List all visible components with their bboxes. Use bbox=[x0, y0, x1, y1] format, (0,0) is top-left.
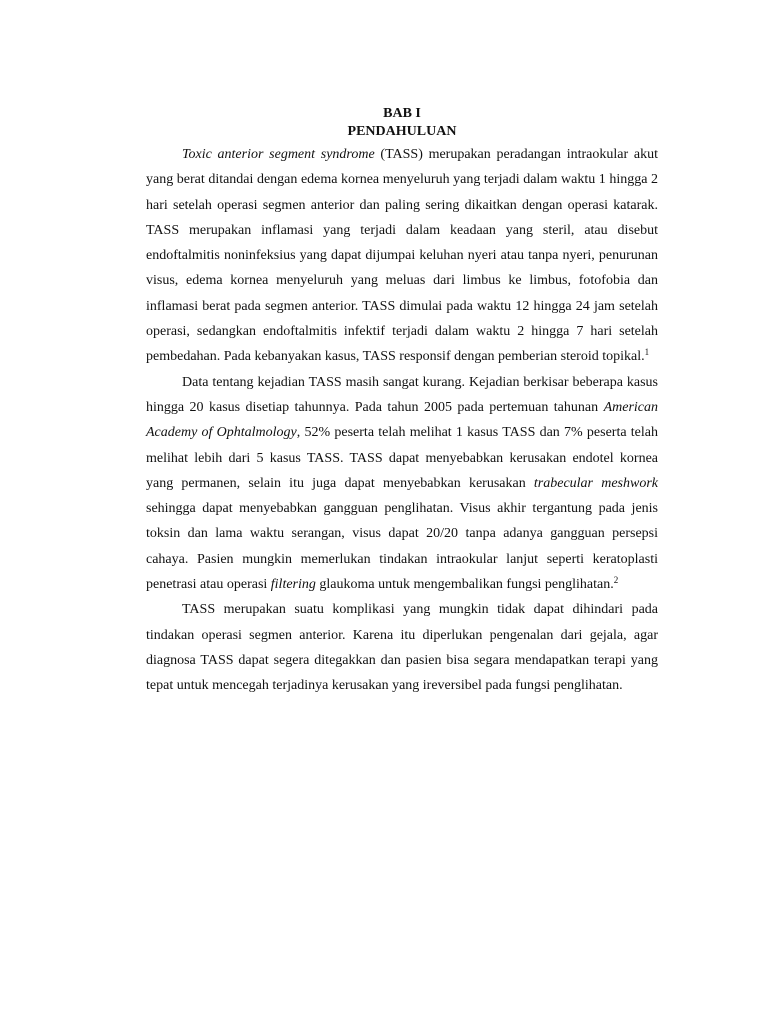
body-text bbox=[146, 142, 658, 699]
italic-term: filtering bbox=[270, 577, 316, 593]
footnote-ref: 2 bbox=[613, 575, 619, 586]
footnote-ref: 1 bbox=[644, 347, 650, 358]
text-run: Data tentang kejadian TASS masih sangat kurang. Kejadian berkisar beberapa kasus hingga 20 kasus disetiap tahunnya. Pada tahun 2005 pada pertemuan tahunan bbox=[146, 374, 658, 415]
paragraph bbox=[146, 142, 658, 370]
italic-term: Toxic anterior segment syndrome bbox=[182, 147, 375, 162]
paragraph bbox=[146, 597, 658, 698]
chapter-number: BAB I bbox=[383, 106, 421, 121]
text-run: TASS merupakan suatu komplikasi yang mungkin tidak dapat dihindari pada tindakan operasi segmen anterior. Karena itu diperlukan pengenalan dari gejala, agar diagnosa TASS dapat segera ditegakkan dan pasien bisa segara mendapatkan terapi yang tepat untuk mencegah terjadinya kerusakan yang ireversibel pada fungsi penglihatan. bbox=[146, 602, 658, 694]
italic-term: American Academy of Ophtalmology bbox=[146, 399, 658, 441]
paragraph bbox=[146, 370, 658, 598]
text-run: glaukoma untuk mengembalikan fungsi penglihatan. bbox=[315, 577, 614, 593]
chapter-title: PENDAHULUAN bbox=[347, 124, 457, 139]
text-run: sehingga dapat menyebabkan gangguan penglihatan. Visus akhir tergantung pada jenis toksin dan lama waktu serangan, visus dapat 20/20 tanpa adanya gangguan persepsi cahaya. Pasien mungkin memerlukan tindakan intraokular lanjut seperti keratoplasti penetrasi atau operasi bbox=[146, 501, 658, 593]
italic-term: trabecular meshwork bbox=[533, 475, 658, 491]
text-run: (TASS) merupakan peradangan intraokular akut yang berat ditandai dengan edema kornea menyeluruh yang terjadi dalam waktu 1 hingga 2 hari setelah operasi segmen anterior dan paling sering dikaitkan dengan operasi katarak. TASS merupakan inflamasi yang terjadi dalam keadaan yang steril, atau disebut endoftalmitis noninfeksius yang dapat dijumpai keluhan nyeri atau tanpa nyeri, penurunan visus, edema kornea menyeluruh yang meluas dari limbus ke limbus, fotofobia dan inflamasi berat pada segmen anterior. TASS dimulai pada waktu 12 hingga 24 jam setelah operasi, sedangkan endoftalmitis infektif terjadi dalam waktu 2 hingga 7 hari setelah pembedahan. Pada kebanyakan kasus, TASS responsif dengan pemberian steroid topikal. bbox=[146, 147, 658, 365]
text-run: , 52% peserta telah melihat 1 kasus TASS dan 7% peserta telah melihat lebih dari 5 kasus TASS. TASS dapat menyebabkan kerusakan endotel kornea yang permanen, selain itu juga dapat menyebabkan kerusakan bbox=[146, 425, 658, 491]
